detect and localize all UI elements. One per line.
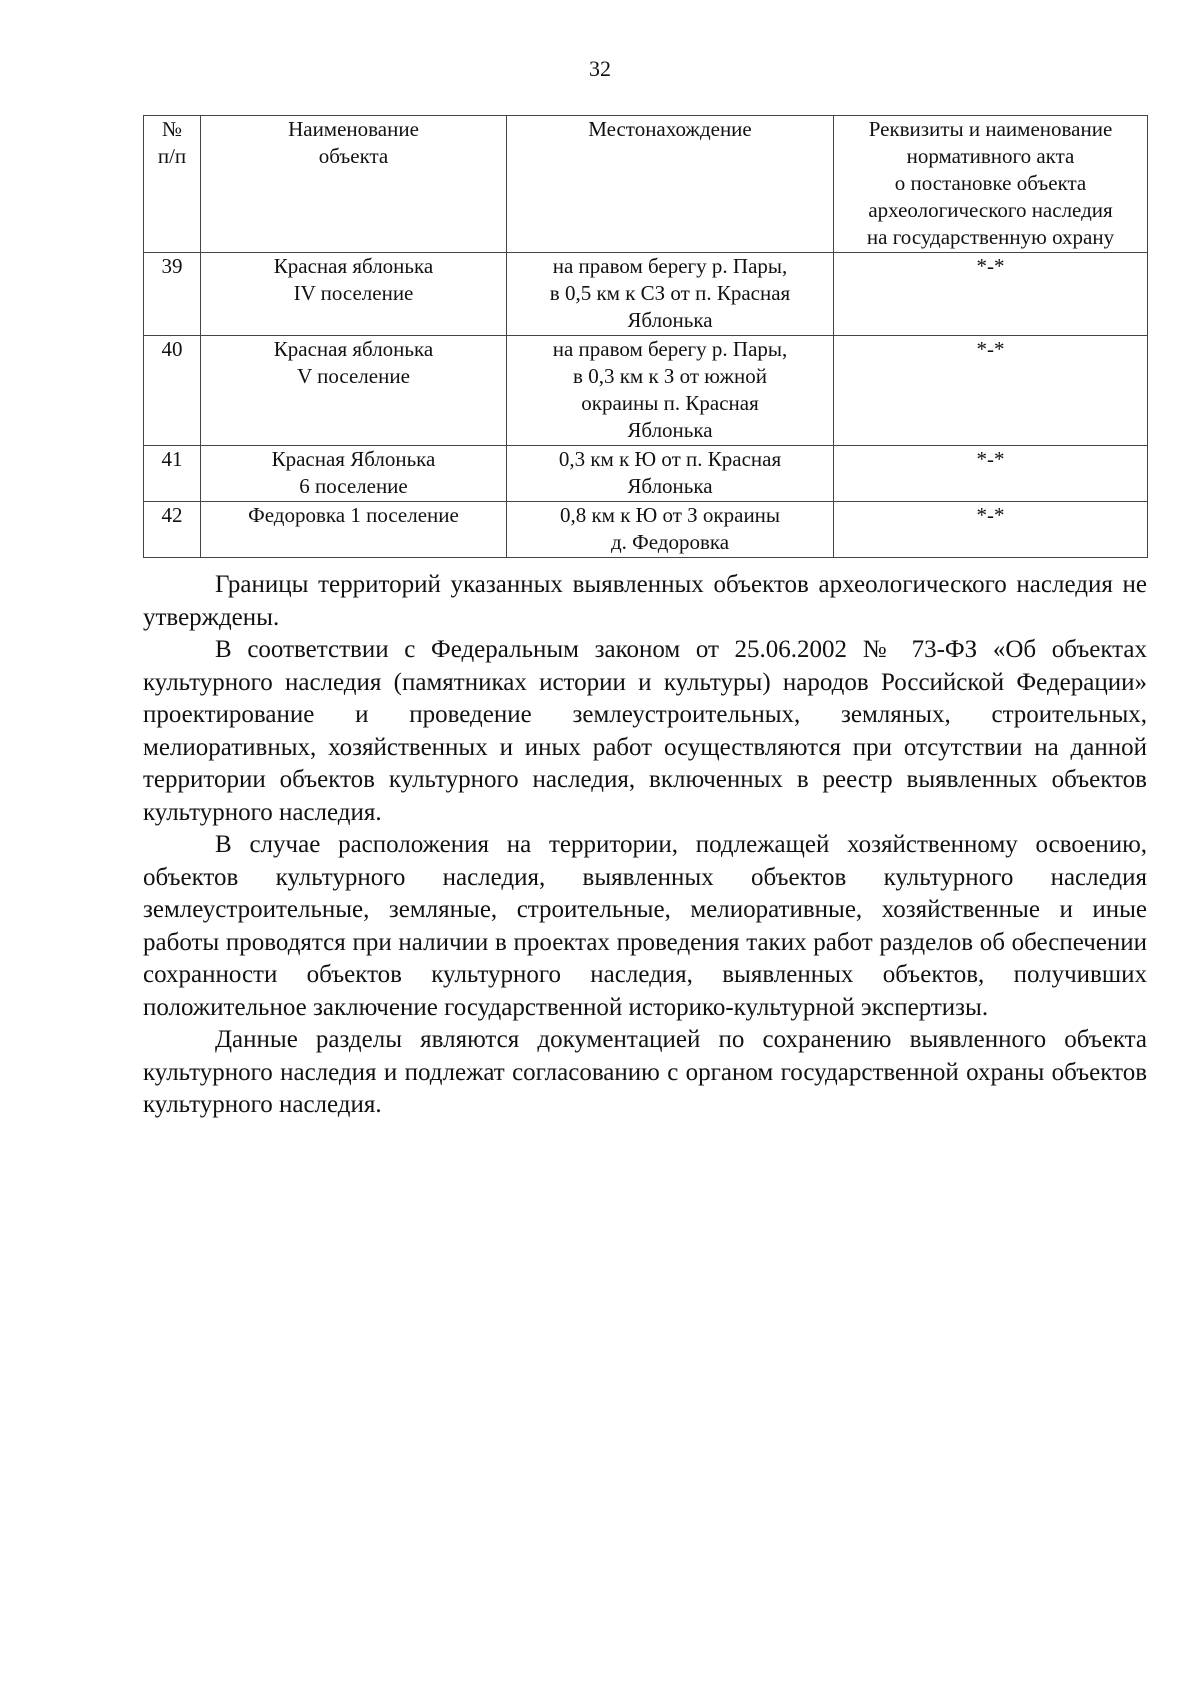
- row-number: 40: [144, 336, 201, 446]
- paragraph-boundaries: Границы территорий указанных выявленных объектов археологического наследия не утверждены.: [143, 571, 1147, 631]
- object-location: 0,3 км к Ю от п. Красная Яблонька: [507, 446, 834, 502]
- legal-act: *-*: [834, 446, 1148, 502]
- table-row: [144, 336, 1148, 446]
- row-number: 42: [144, 502, 201, 558]
- object-name: Красная Яблонька 6 поселение: [201, 446, 507, 502]
- paragraph-documentation: Данные разделы являются документацией по сохранению выявленного объекта культурного наследия и подлежат согласованию с органом государственной охраны объектов культурного наследия.: [143, 1026, 1147, 1118]
- legal-act: *-*: [834, 253, 1148, 336]
- row-number: 41: [144, 446, 201, 502]
- header-legal-act: Реквизиты и наименование нормативного акта о постановке объекта археологического наследия на государственную охрану: [834, 116, 1148, 253]
- table-row: [144, 446, 1148, 502]
- object-location: на правом берегу р. Пары, в 0,5 км к СЗ от п. Красная Яблонька: [507, 253, 834, 336]
- table-row: [144, 502, 1148, 558]
- header-location: Местонахождение: [507, 116, 834, 253]
- paragraph-federal-law: В соответствии с Федеральным законом от 25.06.2002 № 73-ФЗ «Об объектах культурного наследия (памятниках истории и культуры) народов Российской Федерации» проектирование и проведение землеустроительных, земляных, строительных, мелиоративных, хозяйственных и иных работ осуществляются при отсутствии на данной территории объектов культурного наследия, включенных в реестр выявленных объектов культурного наследия.: [143, 636, 1147, 826]
- header-object-name: Наименование объекта: [201, 116, 507, 253]
- paragraph-development-conditions: В случае расположения на территории, подлежащей хозяйственному освоению, объектов культурного наследия, выявленных объектов культурного наследия землеустроительные, земляные, строительные, мелиоративные, хозяйственные и иные работы проводятся при наличии в проектах проведения таких работ разделов об обеспечении сохранности объектов культурного наследия, выявленных объектов, получивших положительное заключение государственной историко-культурной экспертизы.: [143, 831, 1147, 1021]
- page-number: 32: [589, 56, 611, 81]
- body-text: [143, 569, 1147, 1122]
- row-number: 39: [144, 253, 201, 336]
- table-row: [144, 253, 1148, 336]
- legal-act: *-*: [834, 336, 1148, 446]
- object-location: 0,8 км к Ю от З окраины д. Федоровка: [507, 502, 834, 558]
- header-number: № п/п: [144, 116, 201, 253]
- heritage-objects-table: [143, 115, 1148, 558]
- object-name: Красная яблонька V поселение: [201, 336, 507, 446]
- object-name: Федоровка 1 поселение: [201, 502, 507, 558]
- object-name: Красная яблонька IV поселение: [201, 253, 507, 336]
- table-header-row: [144, 116, 1148, 253]
- object-location: на правом берегу р. Пары, в 0,3 км к З от южной окраины п. Красная Яблонька: [507, 336, 834, 446]
- legal-act: *-*: [834, 502, 1148, 558]
